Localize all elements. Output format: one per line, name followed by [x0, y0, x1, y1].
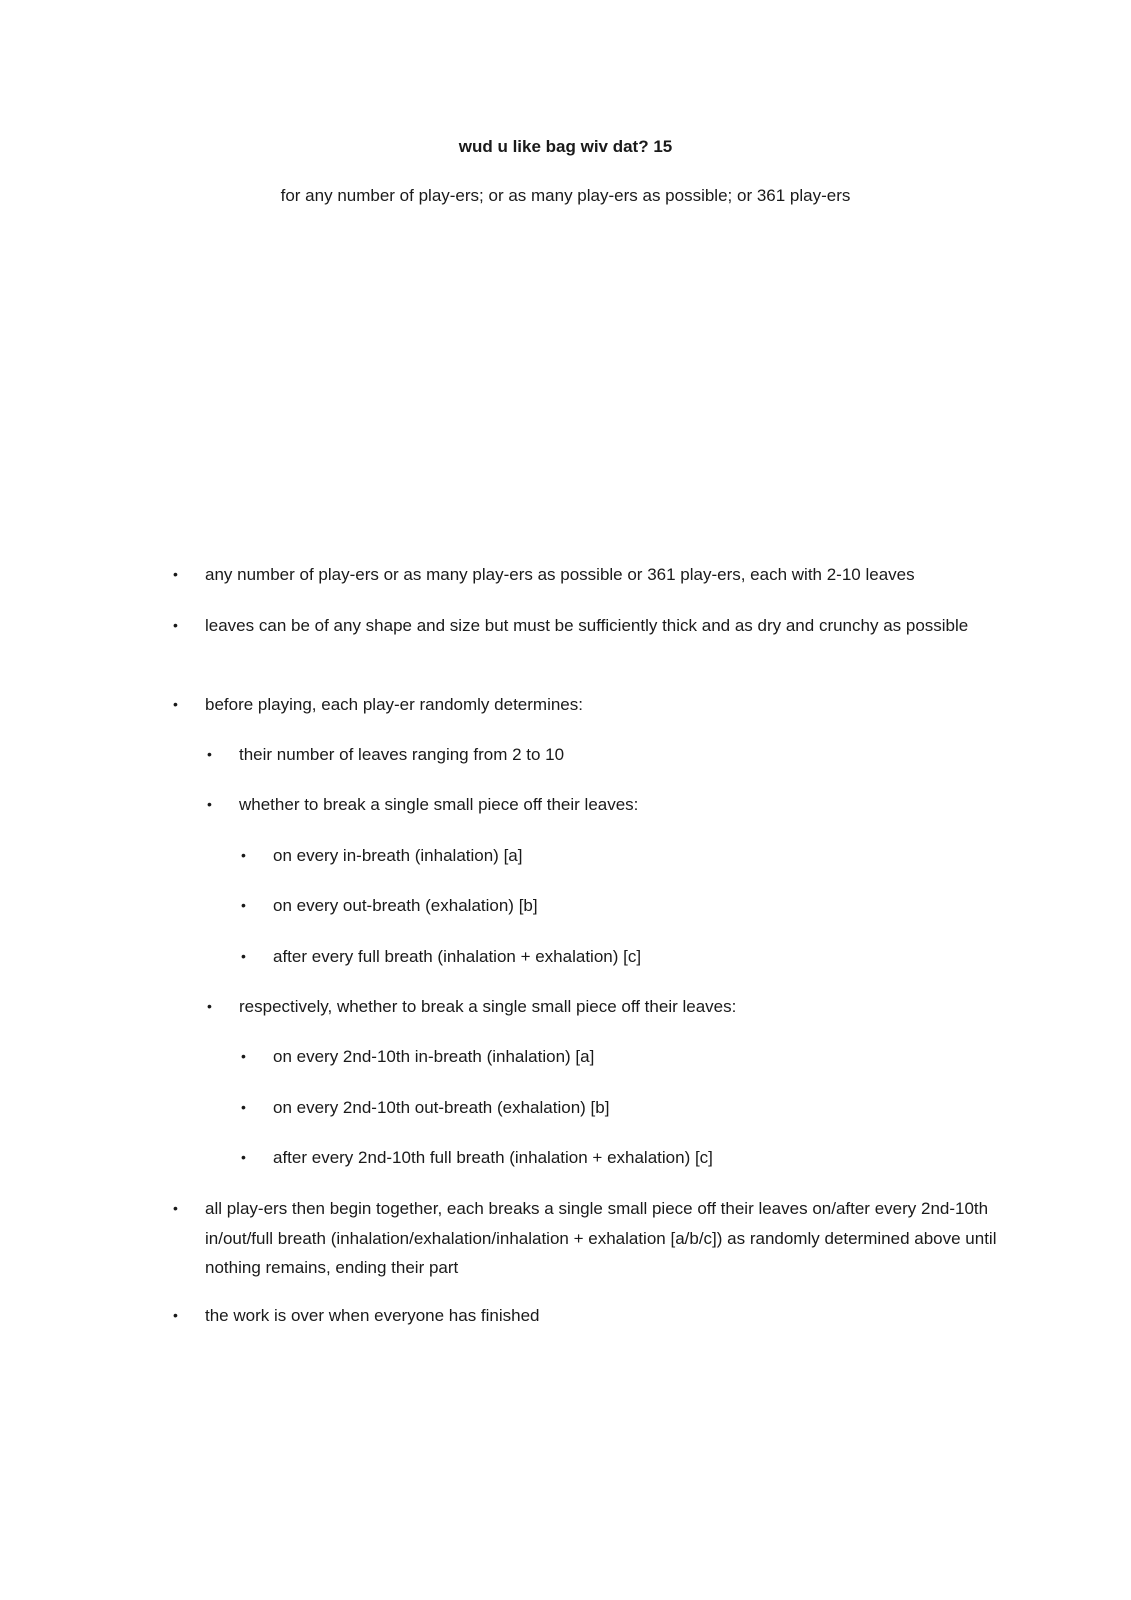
list-item-text: whether to break a single small piece off their leaves:	[239, 795, 639, 814]
list-item	[207, 992, 999, 1022]
list-item	[241, 841, 993, 871]
bullet-icon: •	[207, 998, 212, 1014]
bullet-icon: •	[173, 566, 178, 582]
list-item	[173, 1301, 1005, 1331]
list-item-text: any number of play-ers or as many play-ers as possible or 361 play-ers, each with 2-10 leaves	[205, 565, 915, 584]
list-item	[207, 740, 999, 770]
list-item	[241, 1042, 993, 1072]
bullet-icon: •	[173, 696, 178, 712]
bullet-icon: •	[207, 746, 212, 762]
list-item-text: on every out-breath (exhalation) [b]	[273, 896, 538, 915]
list-item	[241, 1093, 993, 1123]
list-item-text: respectively, whether to break a single small piece off their leaves:	[239, 997, 737, 1016]
list-item	[241, 1143, 993, 1173]
list-item-text: on every 2nd-10th in-breath (inhalation) [a]	[273, 1047, 595, 1066]
list-item-text: after every 2nd-10th full breath (inhalation + exhalation) [c]	[273, 1148, 713, 1167]
list-item-text: after every full breath (inhalation + exhalation) [c]	[273, 947, 642, 966]
list-item	[173, 1194, 1005, 1283]
list-item-text: the work is over when everyone has finished	[205, 1306, 540, 1325]
list-item	[241, 891, 993, 921]
list-item-text: on every in-breath (inhalation) [a]	[273, 846, 523, 865]
list-item-text: before playing, each play-er randomly determines:	[205, 695, 583, 714]
list-item	[173, 560, 1005, 590]
page-title: wud u like bag wiv dat? 15	[458, 137, 673, 156]
bullet-icon: •	[241, 897, 246, 913]
bullet-icon: •	[241, 1149, 246, 1165]
list-item	[173, 690, 1005, 720]
bullet-icon: •	[241, 948, 246, 964]
list-item	[207, 790, 999, 820]
list-item-text: their number of leaves ranging from 2 to 10	[239, 745, 565, 764]
bullet-icon: •	[241, 1099, 246, 1115]
bullet-icon: •	[173, 617, 178, 633]
list-item-text: leaves can be of any shape and size but must be sufficiently thick and as dry and crunchy as possible	[205, 616, 969, 635]
list-item	[173, 611, 1005, 641]
bullet-icon: •	[241, 847, 246, 863]
list-item	[241, 942, 993, 972]
page-subtitle: for any number of play-ers; or as many play-ers as possible; or 361 play-ers	[280, 186, 851, 205]
list-item-text: all play-ers then begin together, each breaks a single small piece off their leaves on/after every 2nd-10th in/out/full breath (inhalation/exhalation/inhalation + exhalation [a/b/c]) as randomly determined above until nothing remains, ending their part	[205, 1199, 997, 1277]
bullet-icon: •	[241, 1048, 246, 1064]
list-item-text: on every 2nd-10th out-breath (exhalation) [b]	[273, 1098, 610, 1117]
bullet-icon: •	[173, 1200, 178, 1216]
bullet-icon: •	[207, 796, 212, 812]
bullet-icon: •	[173, 1307, 178, 1323]
